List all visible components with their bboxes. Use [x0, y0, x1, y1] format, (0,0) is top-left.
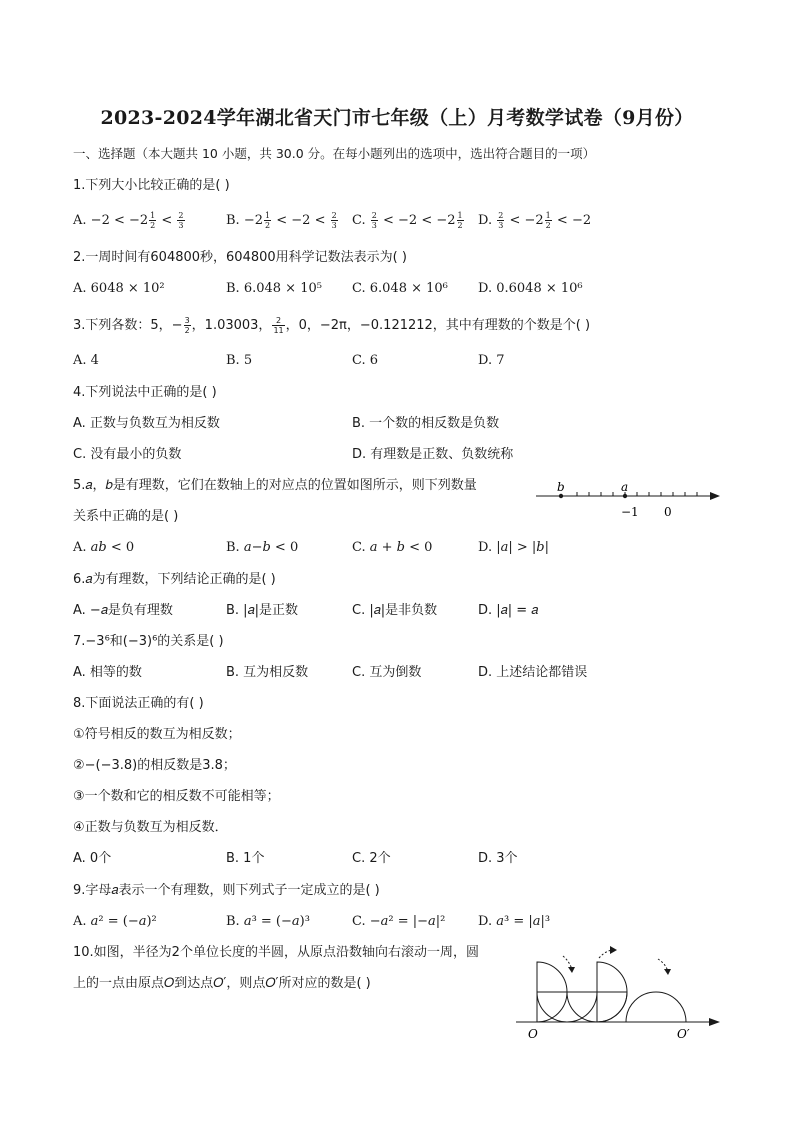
q1-a-frac-two-thirds: $\frac{2}{3}$	[178, 211, 184, 230]
q3-frac-2-11: $\frac{2}{11}$	[273, 316, 284, 335]
q1-a-frac-half: $\frac{1}{2}$	[150, 211, 156, 230]
point-b	[559, 494, 563, 498]
motion-arrowhead-icon	[664, 969, 671, 975]
q8-stem: 8.下面说法正确的有( )	[73, 696, 204, 711]
label-origin-o: O	[528, 1027, 538, 1041]
q5-option-d: D. |𝑎| > |𝑏|	[478, 540, 549, 555]
q1-option-a: A. −2 < −2 $\frac{1}{2}$ < $\frac{2}{3}$	[73, 211, 184, 230]
q9-option-c: C. −𝑎² = |−𝑎|²	[352, 914, 446, 929]
q5-option-a: A. 𝑎𝑏 < 0	[73, 540, 135, 555]
q3-option-d: D. 7	[478, 353, 505, 368]
q5-option-b: B. 𝑎−𝑏 < 0	[226, 540, 299, 555]
q10-semicircles	[537, 962, 686, 1022]
axis-arrow-icon	[710, 492, 720, 500]
label-b: b	[557, 480, 565, 494]
q9-option-a: A. 𝑎² = (−𝑎)²	[73, 914, 157, 929]
q10-rolling-semicircle-figure	[510, 940, 730, 1048]
q5-option-c: C. 𝑎 + 𝑏 < 0	[352, 540, 433, 555]
semicircle-end	[626, 992, 686, 1022]
q2-option-b: B. 6.048 × 10⁵	[226, 281, 322, 296]
q4-option-a: A. 正数与负数互为相反数	[73, 416, 220, 431]
q8-option-a: A. 0个	[73, 851, 112, 866]
q4-option-c: C. 没有最小的负数	[73, 447, 182, 462]
q6-option-b: B. |𝑎|是正数	[226, 603, 299, 618]
q7-option-b: B. 互为相反数	[226, 665, 309, 680]
page-title: 2023-2024学年湖北省天门市七年级（上）月考数学试卷（9月份）	[100, 107, 694, 129]
q10-stem-line1: 10.如图，半径为2个单位长度的半圆，从原点沿数轴向右滚动一周，圆	[73, 945, 479, 960]
label-minus-one: −1	[621, 505, 639, 519]
q2-option-d: D. 0.6048 × 10⁶	[478, 281, 583, 296]
q5-stem-line1: 5.𝑎，𝑏是有理数，它们在数轴上的对应点的位置如图所示，则下列数量	[73, 478, 477, 493]
motion-arrowhead-icon	[568, 967, 575, 973]
q8-statement-1: ①符号相反的数互为相反数；	[73, 727, 241, 742]
q2-option-a: A. 6048 × 10²	[73, 281, 165, 296]
q6-option-c: C. |𝑎|是非负数	[352, 603, 438, 618]
q10-axis-arrow-icon	[709, 1018, 720, 1026]
q4-option-b: B. 一个数的相反数是负数	[352, 416, 500, 431]
q7-option-a: A. 相等的数	[73, 665, 142, 680]
q3-option-b: B. 5	[226, 353, 253, 368]
label-a: a	[621, 480, 629, 494]
q8-option-c: C. 2个	[352, 851, 391, 866]
q1-stem: 1.下列大小比较正确的是( )	[73, 178, 230, 193]
q8-statement-2: ②−(−3.8)的相反数是3.8；	[73, 758, 236, 773]
q3-option-a: A. 4	[73, 353, 99, 368]
q5-number-line-figure	[530, 476, 730, 526]
q2-stem: 2.一周时间有604800秒，604800用科学记数法表示为( )	[73, 250, 407, 265]
q8-option-b: B. 1个	[226, 851, 265, 866]
q7-option-d: D. 上述结论都错误	[478, 665, 588, 680]
point-a	[623, 494, 627, 498]
q6-option-d: D. |𝑎| = 𝑎	[478, 603, 539, 618]
q4-option-d: D. 有理数是正数、负数统称	[352, 447, 514, 462]
q7-option-c: C. 互为倒数	[352, 665, 422, 680]
q5-stem-line2: 关系中正确的是( )	[73, 509, 179, 524]
q9-option-d: D. 𝑎³ = |𝑎|³	[478, 914, 551, 929]
motion-arrowhead-icon	[610, 946, 617, 954]
q1-a-expr: −2 < −2	[90, 213, 149, 228]
q6-stem: 6.𝑎为有理数，下列结论正确的是( )	[73, 572, 276, 587]
q3-option-c: C. 6	[352, 353, 379, 368]
section-heading: 一、选择题（本大题共 10 小题，共 30.0 分。在每小题列出的选项中，选出符合题目的一项）	[73, 146, 596, 161]
label-zero: 0	[664, 505, 672, 519]
q8-statement-4: ④正数与负数互为相反数．	[73, 820, 228, 835]
q8-option-d: D. 3个	[478, 851, 518, 866]
q3-frac-3-2: $\frac{3}{2}$	[184, 316, 190, 335]
q8-statement-3: ③一个数和它的相反数不可能相等；	[73, 789, 280, 804]
q3-stem: 3.下列各数：5，− $\frac{3}{2}$ ，1.03003， $\frac{2}{11}$ ，0，−2π，−0.121212，其中有理数的个数是个( )	[73, 316, 591, 335]
q9-option-b: B. 𝑎³ = (−𝑎)³	[226, 914, 310, 929]
q1-option-c: C. $\frac{2}{3}$ < −2 < −2 $\frac{1}{2}$	[352, 211, 463, 230]
number-line-ticks	[577, 492, 697, 496]
label-o-prime: O′	[677, 1027, 690, 1041]
q1-option-b: B. −2 $\frac{1}{2}$ < −2 < $\frac{2}{3}$	[226, 211, 337, 230]
q10-stem-line2: 上的一点由原点𝑂到达点𝑂′，则点𝑂′所对应的数是( )	[73, 976, 371, 991]
q7-stem: 7.−3⁶和(−3)⁶的关系是( )	[73, 634, 224, 649]
q4-stem: 4.下列说法中正确的是( )	[73, 385, 217, 400]
q9-stem: 9.字母𝑎表示一个有理数，则下列式子一定成立的是( )	[73, 883, 380, 898]
q6-option-a: A. −𝑎是负有理数	[73, 603, 173, 618]
q1-a-label: A.	[73, 213, 87, 228]
q1-option-d: D. $\frac{2}{3}$ < −2 $\frac{1}{2}$ < −2	[478, 211, 592, 230]
q2-option-c: C. 6.048 × 10⁶	[352, 281, 448, 296]
